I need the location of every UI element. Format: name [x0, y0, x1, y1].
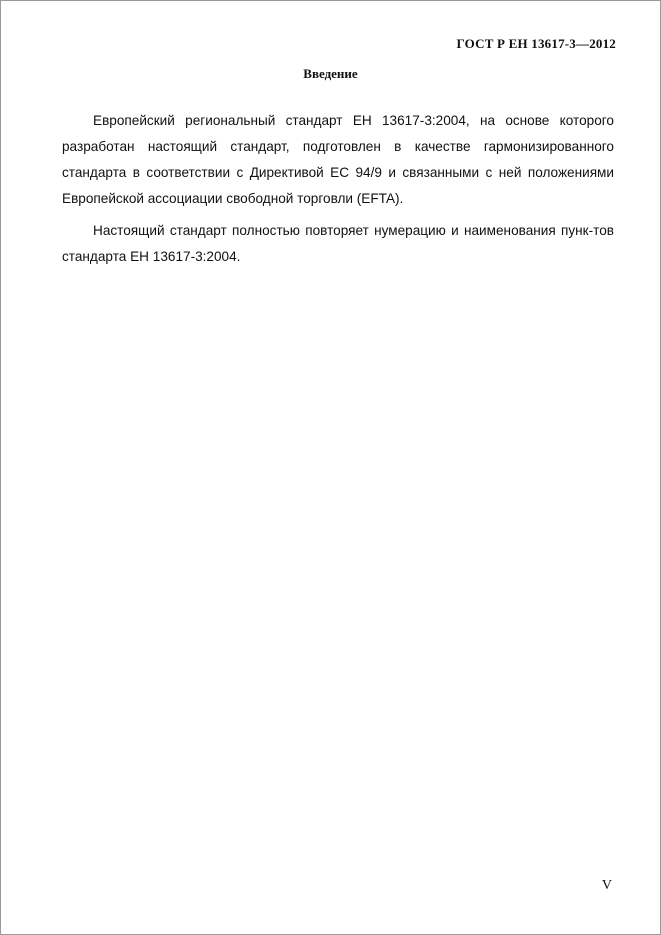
paragraph-numbering: Настоящий стандарт полностью повторяет нумерацию и наименования пунк-тов стандарта ЕН 13617-3:2004.	[62, 223, 614, 264]
document-id-header: ГОСТ Р ЕН 13617-3—2012	[456, 36, 616, 51]
document-body	[62, 108, 614, 276]
paragraph-intro: Европейский региональный стандарт ЕН 13617-3:2004, на основе которого разработан настоящий стандарт, подготовлен в качестве гармонизированного стандарта в соответствии с Директивой ЕС 94/9 и связанными с ней положениями Европейской ассоциации свободной торговли (EFTA).	[62, 113, 614, 206]
page-number: V	[601, 878, 612, 893]
section-title: Введение	[303, 66, 358, 81]
